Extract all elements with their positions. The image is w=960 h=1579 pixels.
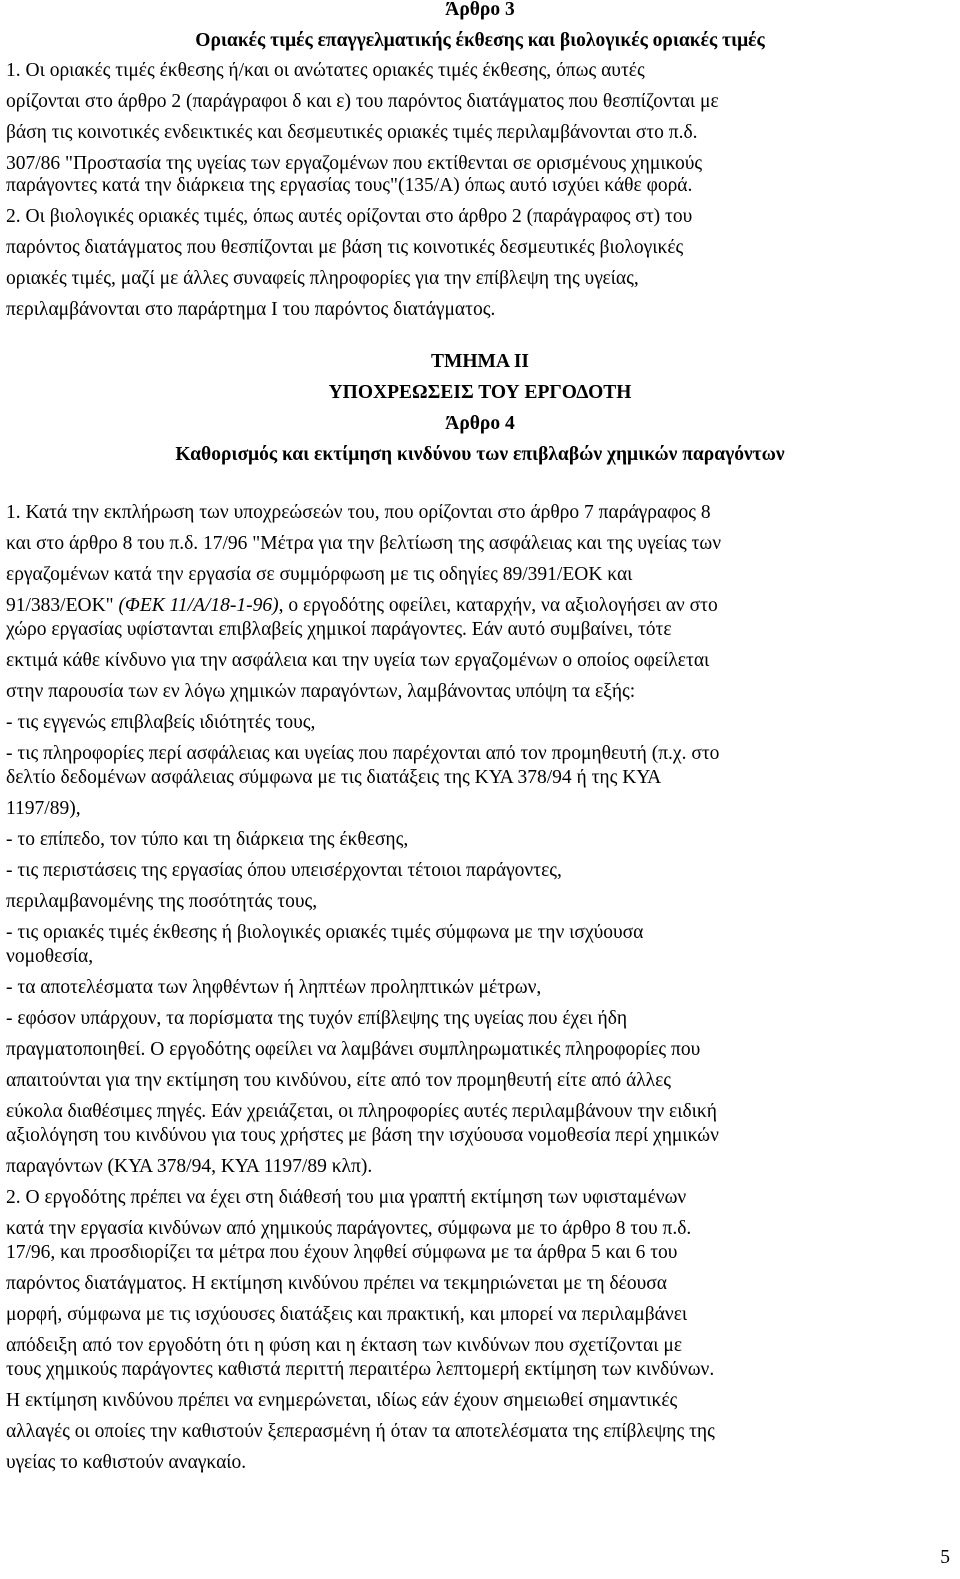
text-line: παραγόντων (ΚΥΑ 378/94, ΚΥΑ 1197/89 κλπ). bbox=[6, 1156, 373, 1177]
page-number: 5 bbox=[940, 1547, 950, 1568]
list-item: - τις περιστάσεις της εργασίας όπου υπεισέρχονται τέτοιοι παράγοντες, bbox=[6, 860, 562, 881]
text-line: 17/96, και προσδιορίζει τα μέτρα που έχουν ληφθεί σύμφωνα με τα άρθρα 5 και 6 του bbox=[6, 1242, 678, 1263]
text-line: εύκολα διαθέσιμες πηγές. Εάν χρειάζεται, οι πληροφορίες αυτές περιλαμβάνουν την ειδική bbox=[6, 1101, 717, 1122]
list-item: - εφόσον υπάρχουν, τα πορίσματα της τυχόν επίβλεψης της υγείας που έχει ήδη bbox=[6, 1008, 628, 1029]
text-line: 2. Οι βιολογικές οριακές τιμές, όπως αυτές ορίζονται στο άρθρο 2 (παράγραφος στ) του bbox=[6, 206, 693, 227]
text-line: 1197/89), bbox=[6, 798, 81, 819]
list-item: - το επίπεδο, τον τύπο και τη διάρκεια της έκθεσης, bbox=[6, 829, 409, 850]
text-line: πραγματοποιηθεί. Ο εργοδότης οφείλει να λαμβάνει συμπληρωματικές πληροφορίες που bbox=[6, 1039, 701, 1060]
text-segment: , ο εργοδότης οφείλει, καταρχήν, να αξιολογήσει αν στο bbox=[278, 595, 718, 616]
text-line: δελτίο δεδομένων ασφάλειας σύμφωνα με τις διατάξεις της ΚΥΑ 378/94 ή της ΚΥΑ bbox=[6, 767, 662, 788]
text-line: 2. Ο εργοδότης πρέπει να έχει στη διάθεσή του μια γραπτή εκτίμηση των υφισταμένων bbox=[6, 1187, 687, 1208]
text-line: Η εκτίμηση κινδύνου πρέπει να ενημερώνεται, ιδίως εάν έχουν σημειωθεί σημαντικές bbox=[6, 1390, 678, 1411]
article-4-heading: Άρθρο 4 bbox=[445, 413, 515, 434]
text-line: κατά την εργασία κινδύνων από χημικούς παράγοντες, σύμφωνα με το άρθρο 8 του π.δ. bbox=[6, 1218, 692, 1239]
list-item: - τις οριακές τιμές έκθεσης ή βιολογικές οριακές τιμές σύμφωνα με την ισχύουσα bbox=[6, 922, 644, 943]
text-line: 1. Κατά την εκπλήρωση των υποχρεώσεών του, που ορίζονται στο άρθρο 7 παράγραφος 8 bbox=[6, 502, 711, 523]
text-segment: 91/383/ΕΟΚ" bbox=[6, 595, 119, 616]
text-line: αξιολόγηση του κινδύνου για τους χρήστες με βάση την ισχύουσα νομοθεσία περί χημικών bbox=[6, 1125, 719, 1146]
text-line: περιλαμβάνονται στο παράρτημα Ι του παρόντος διατάγματος. bbox=[6, 299, 496, 320]
text-line: αλλαγές οι οποίες την καθιστούν ξεπερασμένη ή όταν τα αποτελέσματα της επίβλεψης της bbox=[6, 1421, 715, 1442]
text-line: νομοθεσία, bbox=[6, 946, 94, 967]
article-4-title: Καθορισμός και εκτίμηση κινδύνου των επιβλαβών χημικών παραγόντων bbox=[175, 444, 785, 465]
list-item: - τις εγγενώς επιβλαβείς ιδιότητές τους, bbox=[6, 712, 316, 733]
text-line: εκτιμά κάθε κίνδυνο για την ασφάλεια και την υγεία των εργαζομένων ο οποίος οφείλεται bbox=[6, 650, 710, 671]
text-line: απόδειξη από τον εργοδότη ότι η φύση και η έκταση των κινδύνων που σχετίζονται με bbox=[6, 1335, 683, 1356]
text-line: απαιτούνται για την εκτίμηση του κινδύνου, είτε από τον προμηθευτή είτε από άλλες bbox=[6, 1070, 672, 1091]
text-line: στην παρουσία των εν λόγω χημικών παραγόντων, λαμβάνοντας υπόψη τα εξής: bbox=[6, 681, 636, 702]
text-line: ορίζονται στο άρθρο 2 (παράγραφοι δ και ε) του παρόντος διατάγματος που θεσπίζονται με bbox=[6, 91, 719, 112]
section-heading: ΤΜΗΜΑ ΙΙ bbox=[430, 351, 530, 372]
article-3-title: Οριακές τιμές επαγγελματικής έκθεσης και βιολογικές οριακές τιμές bbox=[195, 30, 765, 51]
text-line: οριακές τιμές, μαζί με άλλες συναφείς πληροφορίες για την επίβλεψη της υγείας, bbox=[6, 268, 639, 289]
text-line: 307/86 "Προστασία της υγείας των εργαζομένων που εκτίθενται σε ορισμένους χημικούς bbox=[6, 153, 703, 174]
list-item: - τα αποτελέσματα των ληφθέντων ή ληπτέων προληπτικών μέτρων, bbox=[6, 977, 542, 998]
list-item: - τις πληροφορίες περί ασφάλειας και υγείας που παρέχονται από τον προμηθευτή (π.χ. στο bbox=[6, 743, 720, 764]
article-3-heading: Άρθρο 3 bbox=[445, 0, 515, 20]
text-line: μορφή, σύμφωνα με τις ισχύουσες διατάξεις και πρακτική, και μπορεί να περιλαμβάνει bbox=[6, 1304, 688, 1325]
text-line: βάση τις κοινοτικές ενδεικτικές και δεσμευτικές οριακές τιμές περιλαμβάνονται στο π.δ. bbox=[6, 122, 698, 143]
text-line: παρόντος διατάγματος που θεσπίζονται με βάση τις κοινοτικές δεσμευτικές βιολογικές bbox=[6, 237, 684, 258]
text-line: και στο άρθρο 8 του π.δ. 17/96 "Μέτρα για την βελτίωση της ασφάλειας και της υγείας των bbox=[6, 533, 722, 554]
section-subheading: ΥΠΟΧΡΕΩΣΕΙΣ ΤΟΥ ΕΡΓΟΔΟΤΗ bbox=[328, 382, 632, 403]
text-line: περιλαμβανομένης της ποσότητάς τους, bbox=[6, 891, 318, 912]
text-line: 1. Οι οριακές τιμές έκθεσης ή/και οι ανώτατες οριακές τιμές έκθεσης, όπως αυτές bbox=[6, 60, 645, 81]
text-line: τους χημικούς παράγοντες καθιστά περιττή περαιτέρω λεπτομερή εκτίμηση των κινδύνων. bbox=[6, 1359, 715, 1380]
text-line: εργαζομένων κατά την εργασία σε συμμόρφωση με τις οδηγίες 89/391/ΕΟΚ και bbox=[6, 564, 633, 585]
text-line: υγείας το καθιστούν αναγκαίο. bbox=[6, 1452, 247, 1473]
text-line: παρόντος διατάγματος. Η εκτίμηση κινδύνου πρέπει να τεκμηριώνεται με τη δέουσα bbox=[6, 1273, 667, 1294]
gazette-citation: (ΦΕΚ 11/Α/18-1-96) bbox=[118, 595, 279, 616]
text-line: παράγοντες κατά την διάρκεια της εργασίας τους"(135/Α) όπως αυτό ισχύει κάθε φορά. bbox=[6, 175, 693, 196]
text-line: χώρο εργασίας υφίστανται επιβλαβείς χημικοί παράγοντες. Εάν αυτό συμβαίνει, τότε bbox=[6, 619, 672, 640]
